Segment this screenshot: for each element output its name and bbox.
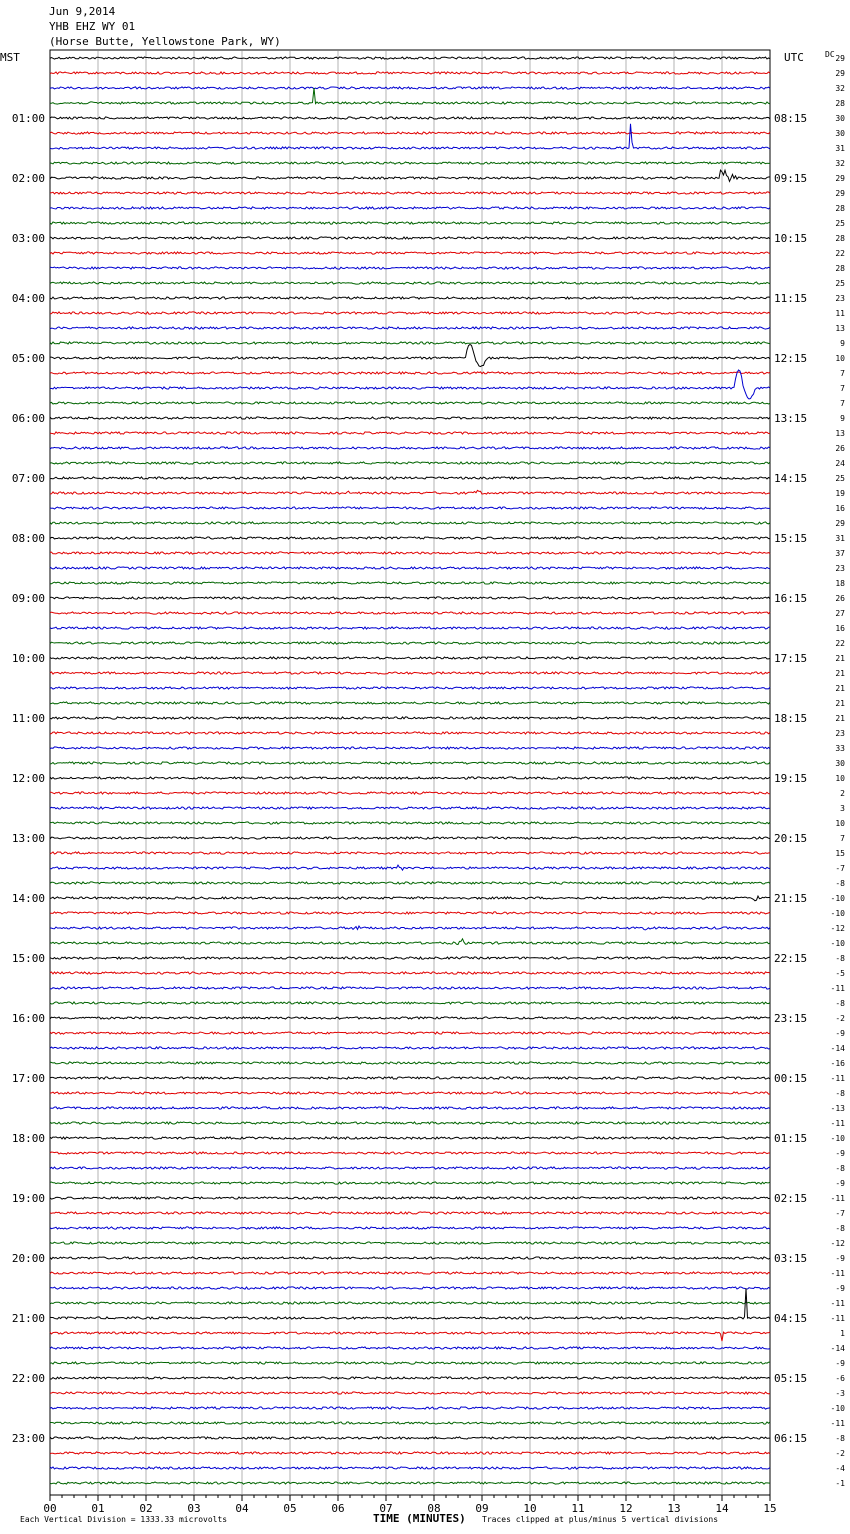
station-location: (Horse Butte, Yellowstone Park, WY) bbox=[49, 35, 281, 48]
dc-offset-label: -8 bbox=[835, 879, 845, 888]
dc-offset-label: 3 bbox=[840, 804, 845, 813]
dc-offset-label: 23 bbox=[835, 729, 845, 738]
trace-line bbox=[50, 939, 770, 945]
trace-line bbox=[50, 1452, 770, 1454]
mst-time-label: 20:00 bbox=[11, 1252, 45, 1265]
trace-line bbox=[50, 124, 770, 149]
x-tick-label: 03 bbox=[187, 1502, 201, 1515]
utc-time-label: 14:15 bbox=[774, 472, 808, 485]
utc-time-label: 17:15 bbox=[774, 652, 808, 665]
trace-line bbox=[50, 1242, 770, 1244]
dc-offset-label: -14 bbox=[830, 1044, 845, 1053]
dc-offset-label: 15 bbox=[835, 849, 845, 858]
mst-time-label: 08:00 bbox=[11, 532, 45, 545]
dc-offset-label: -2 bbox=[835, 1449, 845, 1458]
dc-offset-label: -11 bbox=[830, 1119, 845, 1128]
utc-time-label: 06:15 bbox=[774, 1432, 808, 1445]
x-tick-label: 01 bbox=[91, 1502, 105, 1515]
utc-time-label: 12:15 bbox=[774, 352, 808, 365]
dc-offset-label: -11 bbox=[830, 1074, 845, 1083]
trace-line bbox=[50, 657, 770, 659]
dc-offset-label: 32 bbox=[835, 84, 845, 93]
trace-line bbox=[50, 402, 770, 404]
dc-offset-label: 21 bbox=[835, 669, 845, 678]
dc-offset-label: -1 bbox=[835, 1479, 845, 1488]
trace-line bbox=[50, 417, 770, 419]
trace-line bbox=[50, 1377, 770, 1379]
trace-line bbox=[50, 1137, 770, 1139]
mst-time-label: 14:00 bbox=[11, 892, 45, 905]
utc-time-label: 16:15 bbox=[774, 592, 808, 605]
mst-time-label: 23:00 bbox=[11, 1432, 45, 1445]
clip-note: Traces clipped at plus/minus 5 vertical divisions bbox=[482, 1515, 719, 1524]
trace-line bbox=[50, 926, 770, 930]
utc-time-label: 01:15 bbox=[774, 1132, 808, 1145]
trace-line bbox=[50, 282, 770, 284]
x-tick-label: 10 bbox=[523, 1502, 537, 1515]
dc-offset-label: -11 bbox=[830, 1299, 845, 1308]
dc-offset-label: -11 bbox=[830, 1419, 845, 1428]
trace-line bbox=[50, 1002, 770, 1004]
dc-offset-label: 25 bbox=[835, 279, 845, 288]
mst-time-label: 05:00 bbox=[11, 352, 45, 365]
dc-offset-label: 29 bbox=[835, 54, 845, 63]
x-tick-label: 08 bbox=[427, 1502, 441, 1515]
dc-offset-label: 27 bbox=[835, 609, 845, 618]
dc-offset-label: 9 bbox=[840, 339, 845, 348]
trace-line bbox=[50, 852, 770, 854]
trace-line bbox=[50, 162, 770, 164]
dc-offset-label: -5 bbox=[835, 969, 845, 978]
trace-line bbox=[50, 1092, 770, 1094]
trace-line bbox=[50, 170, 770, 181]
utc-time-label: 08:15 bbox=[774, 112, 808, 125]
dc-offset-label: -8 bbox=[835, 954, 845, 963]
utc-time-label: 20:15 bbox=[774, 832, 808, 845]
dc-offset-label: 18 bbox=[835, 579, 845, 588]
dc-offset-label: -3 bbox=[835, 1389, 845, 1398]
x-tick-label: 02 bbox=[139, 1502, 153, 1515]
x-tick-label: 00 bbox=[43, 1502, 57, 1515]
dc-offset-label: 33 bbox=[835, 744, 845, 753]
utc-time-label: 11:15 bbox=[774, 292, 808, 305]
dc-offset-label: 28 bbox=[835, 99, 845, 108]
trace-line bbox=[50, 642, 770, 644]
trace-line bbox=[50, 132, 770, 134]
mst-time-label: 04:00 bbox=[11, 292, 45, 305]
trace-line bbox=[50, 1302, 770, 1304]
dc-header-label: DC bbox=[825, 50, 835, 59]
trace-line bbox=[50, 252, 770, 254]
dc-offset-label: -7 bbox=[835, 864, 845, 873]
trace-line bbox=[50, 237, 770, 239]
mst-time-label: 13:00 bbox=[11, 832, 45, 845]
dc-offset-label: -8 bbox=[835, 999, 845, 1008]
trace-line bbox=[50, 1437, 770, 1439]
dc-offset-label: 7 bbox=[840, 369, 845, 378]
trace-line bbox=[50, 507, 770, 509]
trace-line bbox=[50, 1032, 770, 1034]
x-tick-label: 07 bbox=[379, 1502, 393, 1515]
mst-time-label: 16:00 bbox=[11, 1012, 45, 1025]
trace-line bbox=[50, 432, 770, 434]
trace-line bbox=[50, 342, 770, 344]
dc-offset-label: -9 bbox=[835, 1254, 845, 1263]
trace-line bbox=[50, 72, 770, 74]
dc-offset-label: 10 bbox=[835, 354, 845, 363]
trace-line bbox=[50, 1062, 770, 1064]
dc-offset-label: -10 bbox=[830, 894, 845, 903]
mst-time-label: 09:00 bbox=[11, 592, 45, 605]
dc-offset-label: 21 bbox=[835, 714, 845, 723]
mst-time-label: 10:00 bbox=[11, 652, 45, 665]
utc-time-label: 05:15 bbox=[774, 1372, 808, 1385]
dc-offset-label: 2 bbox=[840, 789, 845, 798]
trace-line bbox=[50, 1197, 770, 1199]
dc-offset-label: -10 bbox=[830, 1134, 845, 1143]
utc-time-label: 04:15 bbox=[774, 1312, 808, 1325]
trace-line bbox=[50, 807, 770, 809]
trace-line bbox=[50, 1347, 770, 1349]
dc-offset-label: 28 bbox=[835, 204, 845, 213]
dc-offset-label: 25 bbox=[835, 474, 845, 483]
trace-line bbox=[50, 687, 770, 689]
dc-offset-label: -8 bbox=[835, 1434, 845, 1443]
trace-line bbox=[50, 327, 770, 329]
x-tick-label: 14 bbox=[715, 1502, 729, 1515]
dc-offset-label: 10 bbox=[835, 819, 845, 828]
dc-offset-label: 22 bbox=[835, 639, 845, 648]
scale-note: Each Vertical Division = 1333.33 microvolts bbox=[20, 1515, 228, 1524]
dc-offset-label: 29 bbox=[835, 69, 845, 78]
dc-offset-label: 29 bbox=[835, 519, 845, 528]
trace-line bbox=[50, 597, 770, 599]
trace-line bbox=[50, 837, 770, 839]
trace-line bbox=[50, 477, 770, 479]
x-tick-label: 12 bbox=[619, 1502, 633, 1515]
x-tick-label: 11 bbox=[571, 1502, 585, 1515]
trace-line bbox=[50, 1362, 770, 1364]
dc-offset-label: 25 bbox=[835, 219, 845, 228]
trace-line bbox=[50, 297, 770, 299]
dc-offset-label: 21 bbox=[835, 654, 845, 663]
dc-offset-label: 31 bbox=[835, 534, 845, 543]
trace-line bbox=[50, 612, 770, 614]
dc-offset-label: -7 bbox=[835, 1209, 845, 1218]
utc-time-label: 18:15 bbox=[774, 712, 808, 725]
left-axis-label: MST bbox=[0, 51, 20, 64]
dc-offset-label: 13 bbox=[835, 324, 845, 333]
dc-offset-label: 29 bbox=[835, 174, 845, 183]
dc-offset-label: -2 bbox=[835, 1014, 845, 1023]
dc-offset-label: 1 bbox=[840, 1329, 845, 1338]
trace-line bbox=[50, 717, 770, 719]
dc-offset-label: -9 bbox=[835, 1284, 845, 1293]
utc-time-label: 15:15 bbox=[774, 532, 808, 545]
trace-line bbox=[50, 552, 770, 554]
dc-offset-label: 9 bbox=[840, 414, 845, 423]
mst-time-label: 06:00 bbox=[11, 412, 45, 425]
utc-time-label: 21:15 bbox=[774, 892, 808, 905]
mst-time-label: 12:00 bbox=[11, 772, 45, 785]
trace-line bbox=[50, 490, 770, 494]
station-code: YHB EHZ WY 01 bbox=[49, 20, 136, 33]
dc-offset-label: -6 bbox=[835, 1374, 845, 1383]
trace-line bbox=[50, 1407, 770, 1409]
dc-offset-label: -8 bbox=[835, 1089, 845, 1098]
dc-offset-label: 22 bbox=[835, 249, 845, 258]
dc-offset-label: -12 bbox=[830, 1239, 845, 1248]
trace-line bbox=[50, 1017, 770, 1019]
utc-time-label: 22:15 bbox=[774, 952, 808, 965]
dc-offset-label: -13 bbox=[830, 1104, 845, 1113]
mst-time-label: 01:00 bbox=[11, 112, 45, 125]
trace-line bbox=[50, 747, 770, 749]
trace-line bbox=[50, 896, 770, 901]
dc-offset-label: -8 bbox=[835, 1164, 845, 1173]
right-axis-label: UTC bbox=[784, 51, 804, 64]
utc-time-label: 02:15 bbox=[774, 1192, 808, 1205]
trace-line bbox=[50, 462, 770, 464]
trace-line bbox=[50, 1287, 770, 1289]
dc-offset-label: -12 bbox=[830, 924, 845, 933]
trace-line bbox=[50, 1392, 770, 1394]
trace-line bbox=[50, 88, 770, 104]
dc-offset-label: 16 bbox=[835, 624, 845, 633]
mst-time-label: 15:00 bbox=[11, 952, 45, 965]
dc-offset-label: -9 bbox=[835, 1029, 845, 1038]
trace-line bbox=[50, 1182, 770, 1184]
trace-line bbox=[50, 222, 770, 224]
trace-line bbox=[50, 762, 770, 764]
x-axis-title: TIME (MINUTES) bbox=[373, 1512, 466, 1525]
dc-offset-label: 30 bbox=[835, 759, 845, 768]
dc-offset-label: 23 bbox=[835, 564, 845, 573]
trace-line bbox=[50, 627, 770, 629]
trace-line bbox=[50, 957, 770, 959]
trace-line bbox=[50, 87, 770, 89]
mst-time-label: 21:00 bbox=[11, 1312, 45, 1325]
trace-line bbox=[50, 1047, 770, 1049]
trace-line bbox=[50, 522, 770, 524]
dc-offset-label: 29 bbox=[835, 189, 845, 198]
mst-time-label: 02:00 bbox=[11, 172, 45, 185]
dc-offset-label: -4 bbox=[835, 1464, 845, 1473]
x-tick-label: 09 bbox=[475, 1502, 489, 1515]
trace-line bbox=[50, 1107, 770, 1109]
dc-offset-label: -9 bbox=[835, 1359, 845, 1368]
trace-line bbox=[50, 57, 770, 59]
dc-offset-label: -10 bbox=[830, 909, 845, 918]
x-tick-label: 05 bbox=[283, 1502, 297, 1515]
trace-line bbox=[50, 582, 770, 584]
plot-frame bbox=[50, 50, 770, 1495]
dc-offset-label: 7 bbox=[840, 399, 845, 408]
dc-offset-label: 7 bbox=[840, 384, 845, 393]
dc-offset-label: 23 bbox=[835, 294, 845, 303]
mst-time-label: 22:00 bbox=[11, 1372, 45, 1385]
trace-line bbox=[50, 777, 770, 779]
dc-offset-label: 11 bbox=[835, 309, 845, 318]
x-tick-label: 13 bbox=[667, 1502, 681, 1515]
dc-offset-label: 16 bbox=[835, 504, 845, 513]
trace-line bbox=[50, 312, 770, 314]
trace-line bbox=[50, 1122, 770, 1124]
x-tick-label: 04 bbox=[235, 1502, 249, 1515]
mst-time-label: 11:00 bbox=[11, 712, 45, 725]
dc-offset-label: 21 bbox=[835, 699, 845, 708]
dc-offset-label: 30 bbox=[835, 114, 845, 123]
trace-line bbox=[50, 792, 770, 794]
trace-line bbox=[50, 912, 770, 914]
trace-line bbox=[50, 1422, 770, 1424]
trace-line bbox=[50, 882, 770, 884]
plot-date: Jun 9,2014 bbox=[49, 5, 116, 18]
dc-offset-label: -14 bbox=[830, 1344, 845, 1353]
dc-offset-label: 31 bbox=[835, 144, 845, 153]
dc-offset-label: 21 bbox=[835, 684, 845, 693]
dc-offset-label: 7 bbox=[840, 834, 845, 843]
dc-offset-label: 37 bbox=[835, 549, 845, 558]
dc-offset-label: 24 bbox=[835, 459, 845, 468]
trace-line bbox=[50, 1167, 770, 1169]
trace-line bbox=[50, 447, 770, 449]
trace-line bbox=[50, 1467, 770, 1469]
trace-line bbox=[50, 972, 770, 974]
dc-offset-label: 19 bbox=[835, 489, 845, 498]
dc-offset-label: -8 bbox=[835, 1224, 845, 1233]
trace-line bbox=[50, 537, 770, 539]
trace-line bbox=[50, 1257, 770, 1259]
mst-time-label: 17:00 bbox=[11, 1072, 45, 1085]
trace-line bbox=[50, 1212, 770, 1214]
dc-offset-label: 32 bbox=[835, 159, 845, 168]
dc-offset-label: -11 bbox=[830, 1314, 845, 1323]
trace-line bbox=[50, 865, 770, 870]
dc-offset-label: 30 bbox=[835, 129, 845, 138]
trace-line bbox=[50, 702, 770, 704]
mst-time-label: 03:00 bbox=[11, 232, 45, 245]
trace-line bbox=[50, 372, 770, 374]
trace-line bbox=[50, 117, 770, 119]
trace-line bbox=[50, 1482, 770, 1484]
dc-offset-label: -9 bbox=[835, 1179, 845, 1188]
dc-offset-label: -16 bbox=[830, 1059, 845, 1068]
trace-line bbox=[50, 192, 770, 194]
utc-time-label: 00:15 bbox=[774, 1072, 808, 1085]
dc-offset-label: 26 bbox=[835, 594, 845, 603]
dc-offset-label: 28 bbox=[835, 264, 845, 273]
mst-time-label: 07:00 bbox=[11, 472, 45, 485]
dc-offset-label: 13 bbox=[835, 429, 845, 438]
dc-offset-label: 28 bbox=[835, 234, 845, 243]
dc-offset-label: -10 bbox=[830, 1404, 845, 1413]
dc-offset-label: -11 bbox=[830, 1194, 845, 1203]
trace-line bbox=[50, 1152, 770, 1154]
utc-time-label: 13:15 bbox=[774, 412, 808, 425]
utc-time-label: 19:15 bbox=[774, 772, 808, 785]
trace-line bbox=[50, 822, 770, 824]
dc-offset-label: 26 bbox=[835, 444, 845, 453]
trace-line bbox=[50, 267, 770, 269]
trace-line bbox=[50, 567, 770, 569]
dc-offset-label: -9 bbox=[835, 1149, 845, 1158]
trace-line bbox=[50, 1272, 770, 1274]
trace-line bbox=[50, 732, 770, 734]
dc-offset-label: -11 bbox=[830, 1269, 845, 1278]
trace-line bbox=[50, 345, 770, 367]
x-tick-label: 15 bbox=[763, 1502, 777, 1515]
mst-time-label: 18:00 bbox=[11, 1132, 45, 1145]
x-tick-label: 06 bbox=[331, 1502, 345, 1515]
utc-time-label: 03:15 bbox=[774, 1252, 808, 1265]
dc-offset-label: -11 bbox=[830, 984, 845, 993]
trace-line bbox=[50, 1332, 770, 1341]
utc-time-label: 09:15 bbox=[774, 172, 808, 185]
utc-time-label: 23:15 bbox=[774, 1012, 808, 1025]
utc-time-label: 10:15 bbox=[774, 232, 808, 245]
trace-line bbox=[50, 1077, 770, 1079]
dc-offset-label: -10 bbox=[830, 939, 845, 948]
trace-line bbox=[50, 987, 770, 989]
dc-offset-label: 10 bbox=[835, 774, 845, 783]
trace-line bbox=[50, 1227, 770, 1229]
trace-line bbox=[50, 672, 770, 674]
mst-time-label: 19:00 bbox=[11, 1192, 45, 1205]
trace-line bbox=[50, 207, 770, 209]
